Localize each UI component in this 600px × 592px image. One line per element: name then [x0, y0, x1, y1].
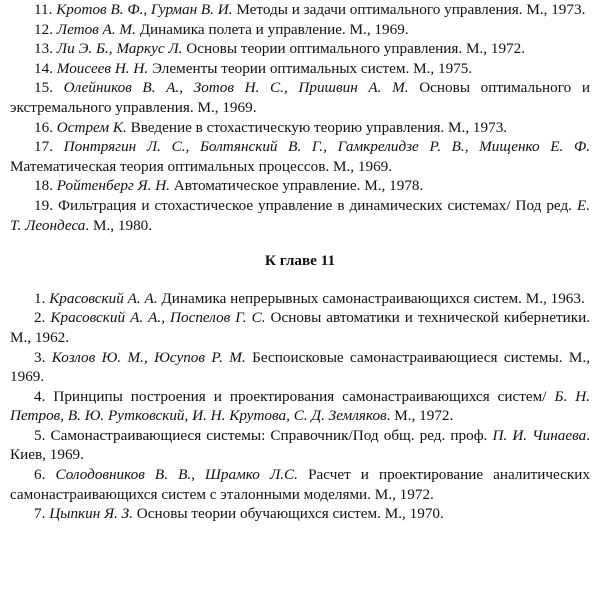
reference-authors: Олейников В. А., Зотов Н. С., Пришвин А. М.	[63, 79, 409, 97]
reference-number: 19.	[34, 196, 58, 214]
reference-number: 16.	[34, 118, 57, 136]
reference-entry	[10, 0, 590, 20]
reference-number: 15.	[34, 79, 64, 97]
reference-text: Динамика полета и управление. М., 1969.	[135, 20, 409, 38]
reference-text: Динамика непрерывных самонастраивающихся систем. М., 1963.	[157, 289, 585, 307]
reference-entry	[10, 504, 590, 524]
reference-publication: . Киев, 1969.	[10, 426, 590, 464]
reference-text: Принципы построения и проектирования самонастраивающихся систем/	[53, 387, 555, 405]
reference-entry	[10, 59, 590, 79]
reference-authors: Ли Э. Б., Маркус Л.	[56, 40, 183, 58]
reference-text: Математическая теория оптимальных процессов. М., 1969.	[10, 157, 393, 175]
reference-number: 12.	[34, 20, 57, 38]
reference-number: 2.	[34, 309, 51, 327]
reference-text: Введение в стохастическую теорию управления. М., 1973.	[126, 118, 508, 136]
reference-number: 5.	[34, 426, 51, 444]
reference-authors: Солодовников В. В., Шрамко Л.С.	[55, 466, 298, 484]
reference-text: Основы теории оптимального управления. М., 1972.	[182, 40, 526, 58]
reference-entry	[10, 465, 590, 504]
reference-authors: Понтрягин Л. С., Болтянский В. Г., Гамкрелидзе Р. В., Мищенко Е. Ф.	[63, 138, 591, 156]
reference-text: Основы теории обучающихся систем. М., 1970.	[132, 505, 444, 523]
reference-editors: Б. Н. Петров, В. Ю. Рутковский, И. Н. Крутова, С. Д. Земляков	[10, 387, 590, 425]
references-list-chapter-11	[10, 289, 590, 524]
reference-editors: П. И. Чинаева	[492, 426, 587, 444]
reference-number: 6.	[34, 466, 56, 484]
reference-number: 1.	[34, 289, 50, 307]
reference-text: Расчет и проектирование аналитических самонастраивающихся систем с эталонными моделями. М., 1972.	[10, 466, 590, 503]
reference-authors: Красовский А. А., Поспелов Г. С.	[50, 309, 266, 327]
reference-entry	[10, 137, 590, 176]
reference-text: Основы автоматики и технической кибернетики. М., 1962.	[10, 309, 591, 346]
reference-publication: . М., 1972.	[386, 407, 454, 425]
reference-authors: Кротов В. Ф., Гурман В. И.	[56, 1, 233, 18]
references-list-top	[10, 0, 590, 235]
reference-entry	[10, 348, 590, 387]
section-heading: К главе 11	[264, 252, 336, 270]
reference-authors: Красовский А. А.	[49, 289, 158, 307]
reference-text: Самонастраивающиеся системы: Справочник/Под общ. ред. проф.	[50, 426, 493, 444]
reference-number: 14.	[34, 59, 57, 77]
reference-publication: . М., 1980.	[85, 216, 153, 234]
reference-text: Элементы теории оптимальных систем. М., 1975.	[148, 59, 473, 77]
reference-authors: Козлов Ю. М., Юсупов Р. М.	[51, 348, 246, 366]
reference-editors: Е. Т. Леондеса	[10, 196, 591, 234]
reference-number: 7.	[34, 505, 50, 523]
reference-authors: Летов А. М.	[56, 20, 136, 38]
reference-text: Беспоисковые самонастраивающиеся системы. М., 1969.	[10, 348, 591, 386]
reference-entry	[10, 196, 590, 235]
reference-number: 13.	[34, 40, 57, 58]
reference-text: Основы оптимального и экстремального управления. М., 1969.	[10, 79, 590, 116]
reference-number: 11.	[34, 1, 57, 18]
reference-text: Фильтрация и стохастическое управление в динамических системах/ Под ред.	[57, 196, 577, 214]
reference-text: Автоматическое управление. М., 1978.	[169, 177, 424, 195]
reference-authors: Цыпкин Я. З.	[49, 505, 133, 523]
reference-authors: Моисеев Н. Н.	[56, 59, 149, 77]
bibliography-page	[10, 0, 590, 524]
reference-entry	[10, 20, 590, 40]
reference-entry	[10, 78, 590, 117]
reference-entry	[10, 39, 590, 59]
reference-authors: Острем К.	[56, 118, 127, 136]
reference-number: 18.	[34, 177, 57, 195]
reference-entry	[10, 289, 590, 309]
reference-number: 3.	[34, 348, 52, 366]
reference-number: 4.	[34, 387, 54, 405]
reference-number: 17.	[34, 138, 64, 156]
reference-text: Методы и задачи оптимального управления. М., 1973.	[232, 1, 586, 18]
reference-entry	[10, 118, 590, 138]
reference-entry	[10, 387, 590, 426]
reference-entry	[10, 426, 590, 465]
reference-entry	[10, 308, 590, 347]
reference-authors: Ройтенберг Я. Н.	[56, 177, 170, 195]
reference-entry	[10, 176, 590, 196]
